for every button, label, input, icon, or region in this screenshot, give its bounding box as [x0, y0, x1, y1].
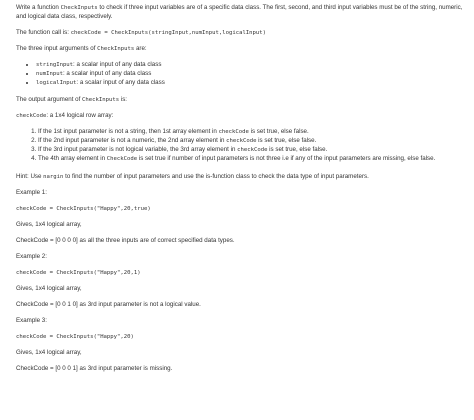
rule-code: CheckCode — [106, 155, 138, 162]
rule-text: is set true, else false. — [248, 127, 309, 135]
example-label: Example 3: — [16, 316, 47, 324]
input-code: numInput — [36, 70, 63, 77]
example-code-text: checkCode = CheckInputs("Happy",20) — [16, 333, 134, 340]
rule-text: If the 1st input parameter is not a string, then 1st array element in — [38, 127, 219, 135]
input-item — [36, 79, 468, 88]
output-description — [16, 112, 468, 121]
example-code — [16, 269, 468, 278]
example-code-text: checkCode = CheckInputs("Happy",20,1) — [16, 269, 141, 276]
inputs-header-text-2: are: — [134, 44, 147, 52]
input-code: logicalInput — [36, 79, 77, 86]
input-desc: : a scalar input of any data class — [62, 69, 152, 77]
rule-code: checkCode — [218, 128, 249, 135]
example-label: Example 2: — [16, 252, 47, 260]
rule-item — [38, 155, 468, 164]
input-item — [36, 61, 468, 70]
intro-function-name: CheckInputs — [60, 5, 98, 11]
hint-text-2: to find the number of input parameters and use the is-function class to check the data type of input parameters. — [63, 172, 369, 180]
output-desc-text: : a 1x4 logical row array: — [46, 111, 114, 119]
rule-code: checkCode — [237, 146, 268, 153]
function-call-line — [16, 29, 468, 38]
function-call-label: The function call is: — [16, 28, 71, 36]
example-code-text: checkCode = CheckInputs("Happy",20,true) — [16, 205, 151, 212]
rules-list — [16, 128, 468, 164]
example-label: Example 1: — [16, 188, 47, 196]
rule-text: If the 2nd input parameter is not a numeric, the 2nd array element in — [38, 136, 227, 144]
rule-text: is set true, else false. — [267, 145, 328, 153]
inputs-header — [16, 45, 468, 54]
inputs-header-text-1: The three input arguments of — [16, 44, 98, 52]
rule-code: checkCode — [226, 137, 257, 144]
hint-code: nargin — [43, 173, 64, 180]
rule-text: The 4th array element in — [38, 154, 107, 162]
rule-text: is set true if number of input parameters is not three i.e if any of the input parameters are missing, else false. — [137, 154, 436, 162]
hint-text-1: Hint: Use — [16, 172, 44, 180]
example-gives: Gives, 1x4 logical array, — [16, 220, 82, 228]
example-result: CheckCode = [0 0 1 0] as 3rd input parameter is not a logical value. — [16, 300, 201, 308]
input-desc: : a scalar input of any data class — [73, 60, 162, 68]
intro-paragraph — [16, 4, 468, 22]
input-desc: : a scalar input of any data class — [76, 78, 165, 86]
example-code — [16, 205, 468, 214]
inputs-list — [16, 61, 468, 88]
intro-text-2: to check if three input variables are of a specific data class. The first, second, and third input variables must be of the string, numeric, and logical data class, respectively. — [16, 4, 463, 20]
rule-item — [38, 128, 468, 137]
output-header-text-1: The output argument of — [16, 95, 83, 103]
input-item — [36, 70, 468, 79]
hint-paragraph — [16, 173, 468, 182]
output-code: checkCode — [16, 112, 47, 119]
rule-text: is set true, else false. — [256, 136, 317, 144]
output-header — [16, 96, 468, 105]
rule-item — [38, 146, 468, 155]
rule-text: If the 3rd input parameter is not logical variable, the 3rd array element in — [38, 145, 238, 153]
example-result: CheckCode = [0 0 0 1] as 3rd input parameter is missing. — [16, 364, 173, 372]
example-gives: Gives, 1x4 logical array, — [16, 284, 82, 292]
output-header-function: CheckInputs — [82, 96, 120, 103]
example-gives: Gives, 1x4 logical array, — [16, 348, 82, 356]
example-code — [16, 333, 468, 342]
output-header-text-2: is: — [119, 95, 128, 103]
inputs-header-function: CheckInputs — [97, 45, 135, 52]
function-call-code: checkCode = CheckInputs(stringInput,numInput,logicalInput) — [70, 29, 267, 36]
intro-text-1: Write a function — [16, 4, 61, 11]
rule-item — [38, 137, 468, 146]
example-result: CheckCode = [0 0 0 0] as all the three inputs are of correct specified data types. — [16, 236, 235, 244]
input-code: stringInput — [36, 61, 74, 68]
